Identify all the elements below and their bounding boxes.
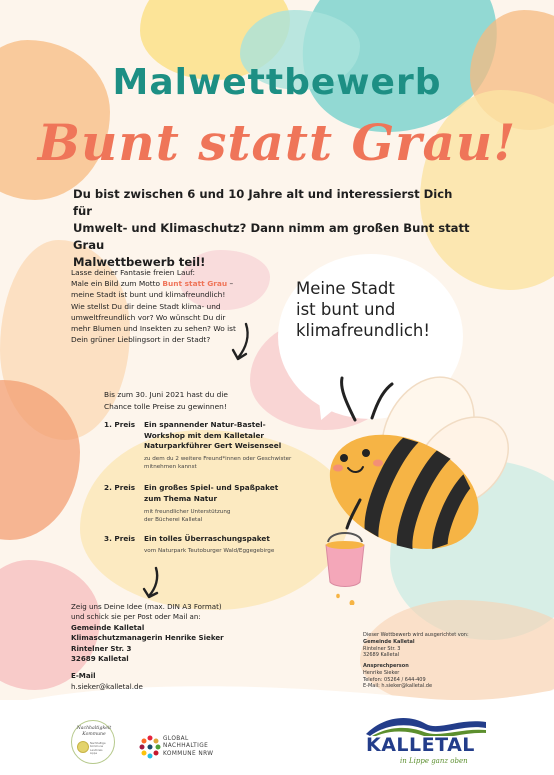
fantasy-line: Lasse deiner Fantasie freien Lauf: (71, 268, 195, 277)
prizes-intro (104, 389, 294, 412)
fantasy-text: – (227, 279, 234, 289)
prize-title-line: zum Thema Natur (144, 493, 218, 503)
contact-info (363, 663, 503, 690)
logo-small-text: Nachhaltige (90, 742, 106, 745)
paint-drip (336, 594, 340, 598)
speech-bubble-text (296, 278, 466, 341)
prize-item (104, 483, 304, 528)
prize-title (144, 483, 304, 504)
fantasy-line: umweltfreundlich vor? Wo wünscht Du dir (71, 312, 226, 322)
nachhaltigkeit-kommune-logo (71, 720, 115, 764)
logo-emblem-icon (77, 741, 89, 753)
intro-line: Malwettbewerb teil! (73, 255, 206, 269)
organizer-line: Dieser Wettbewerb wird ausgerichtet von: (363, 632, 469, 638)
prize-title-line: Ein tolles Überraschungspaket (144, 534, 270, 543)
organizer-name: Gemeinde Kalletal (363, 638, 415, 645)
kalletal-slogan: in Lippe ganz oben (400, 757, 468, 765)
submission-info (71, 602, 271, 664)
prize-note-line: der Bücherei Kalletal (144, 517, 203, 523)
contact-line: Henrike Sieker (363, 669, 400, 676)
email-block (71, 671, 231, 692)
paint-bucket (326, 545, 364, 587)
organizer-line: Rintelner Str. 3 (363, 645, 401, 652)
logo-small-text: Lippe (90, 752, 98, 756)
dots-emblem-icon (139, 735, 161, 759)
prize-note (144, 508, 319, 524)
logo-text: KOMMUNE NRW (163, 750, 214, 757)
email-link[interactable]: h.sieker@kalletal.de (71, 681, 143, 691)
bubble-line: ist bunt und (296, 300, 396, 319)
submission-address-line: 32689 Kalletal (71, 654, 129, 664)
prize-note-line: mitnehmen kannst (144, 464, 197, 470)
fantasy-line (71, 278, 271, 289)
bee-cheek (373, 460, 383, 467)
prize-note-line: vom Naturpark Teutoburger Wald/Eggegebirge (144, 548, 275, 554)
bee-eye (362, 449, 370, 457)
prize-title-line: Naturparkführer Gert Weisenseel (144, 441, 282, 450)
prize-note-line: zu dem du 2 weitere Freund*innen oder Geschwister (144, 456, 292, 462)
fantasy-line: mehr Blumen und Insekten zu sehen? Wo ist (71, 324, 236, 334)
arrow-down-icon (140, 566, 166, 602)
gnk-logo-text (163, 736, 213, 758)
prize-rank: 3. Preis (104, 534, 136, 543)
bee-eye (340, 454, 348, 462)
bucket-paint (326, 541, 364, 549)
prize-title (144, 534, 304, 545)
prize-title-line: Workshop mit dem Kalletaler (144, 430, 265, 440)
intro-line: Umwelt- und Klimaschutz? Dann nimm am großen Bunt statt Grau (73, 221, 470, 252)
bee-illustration (300, 370, 510, 605)
nachhaltigkeit-logo-small (90, 742, 114, 756)
prize-note-line: mit freundlicher Unterstützung (144, 509, 231, 515)
contact-line: Telefon: 05264 / 644-409 (363, 676, 426, 683)
organizer-line: 32689 Kalletal (363, 652, 400, 659)
logo-text: Nachhaltigkeit (76, 726, 112, 731)
logo-text: GLOBAL (163, 736, 189, 742)
fantasy-line: Dein grüner Lieblingsort in der Stadt? (71, 335, 211, 345)
bee-cheek (333, 465, 343, 472)
bee-antenna (342, 378, 355, 420)
prize-rank: 2. Preis (104, 483, 136, 492)
kalletal-logo (360, 712, 495, 770)
submission-address-line: Klimaschutzmanagerin Henrike Sieker (71, 633, 224, 643)
prize-item (104, 534, 304, 559)
intro-text (73, 186, 473, 271)
organizer-info (363, 632, 503, 659)
page-title: Malwettbewerb (112, 62, 442, 103)
arrow-down-icon (226, 322, 256, 366)
submission-line: Zeig uns Deine Idee (max. DIN A3 Format) (71, 602, 222, 611)
bubble-line: klimafreundlich! (296, 321, 430, 340)
email-label: E-Mail (71, 671, 96, 680)
logo-text: NACHHALTIGE (163, 743, 209, 750)
fantasy-line: meine Stadt ist bunt und klimafreundlich! (71, 290, 226, 300)
submission-address-line: Rintelner Str. 3 (71, 643, 132, 653)
logo-text: Kommune (82, 731, 106, 737)
submission-address-line: Gemeinde Kalletal (71, 622, 145, 632)
bee-antenna (372, 384, 392, 418)
prize-title-line: Ein großes Spiel- und Spaßpaket (144, 483, 279, 492)
prizes-intro-line: Chance tolle Preise zu gewinnen! (104, 401, 227, 411)
global-nachhaltige-kommune-logo (139, 733, 249, 763)
logo-small-text: Landkreis (90, 748, 103, 752)
contact-label: Ansprechperson (363, 663, 409, 669)
hills-icon (364, 712, 489, 736)
submission-line: und schick sie per Post oder Mail an: (71, 612, 201, 622)
fantasy-line: Wie stellst Du dir deine Stadt klima- und (71, 301, 221, 311)
contact-line: E-Mail: h.sieker@kalletal.de (363, 683, 433, 690)
prize-rank: 1. Preis (104, 420, 136, 429)
prizes-intro-line: Bis zum 30. Juni 2021 hast du die (104, 390, 228, 399)
paint-drip (350, 600, 355, 605)
nachhaltigkeit-logo-title (72, 726, 116, 737)
page-subtitle: Bunt statt Grau! (37, 113, 517, 172)
kalletal-name: KALLETAL (366, 734, 475, 756)
fantasy-text: Male ein Bild zum Motto (71, 279, 163, 289)
bucket-handle (328, 533, 362, 542)
intro-line: Du bist zwischen 6 und 10 Jahre alt und interessierst Dich für (73, 187, 453, 218)
prize-note (144, 455, 319, 471)
prize-title-line: Ein spannender Natur-Bastel- (144, 420, 266, 429)
prize-title (144, 420, 304, 452)
logo-small-text: Kommune (90, 745, 104, 749)
prize-item (104, 420, 304, 480)
prize-note (144, 547, 319, 555)
bubble-line: Meine Stadt (296, 279, 395, 298)
motto-highlight: Bunt statt Grau (162, 279, 228, 289)
